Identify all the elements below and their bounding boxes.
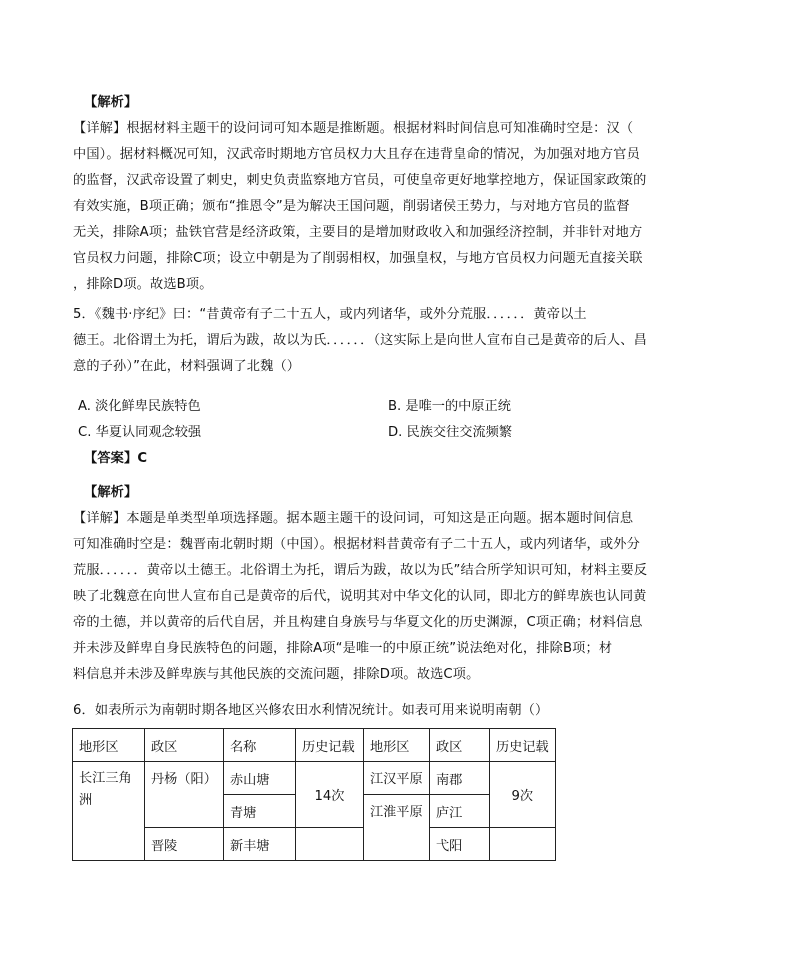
header-cell: 地形区 — [363, 729, 429, 762]
analysis-text-line: 料信息并未涉及鲜卑族与其他民族的交流问题，排除D项。故选C项。 — [73, 667, 480, 682]
analysis-label: 【解析】 — [84, 485, 138, 500]
region-cell: 江汉平原 — [363, 762, 429, 795]
analysis-text-line: 【详解】根据材料主题干的设问词可知本题是推断题。根据材料时间信息可知准确时空是：汉（ — [73, 121, 634, 136]
analysis-text-line: 官员权力问题，排除C项；设立中朝是为了削弱相权，加强皇权，与地方官员权力问题无直接关联 — [73, 251, 643, 266]
analysis-text-line: ，排除D项。故选B项。 — [73, 277, 213, 292]
analysis-text-line: 映了北魏意在向世人宣布自己是黄帝的后代，说明其对中华文化的认同，即北方的鲜卑族也认同黄 — [73, 589, 647, 604]
table-header-row — [73, 729, 556, 762]
empty-cell — [295, 828, 363, 861]
header-cell: 历史记载 — [295, 729, 363, 762]
header-cell: 地形区 — [73, 729, 145, 762]
analysis-text-line: 【详解】本题是单类型单项选择题。据本题主题干的设问词，可知这是正向题。据本题时间信息 — [73, 511, 634, 526]
irrigation-table — [72, 728, 556, 861]
analysis-text-line: 无关，排除A项；盐铁官营是经济政策，主要目的是增加财政收入和加强经济控制，并非针对地方 — [73, 225, 643, 240]
analysis-text-line: 并未涉及鲜卑自身民族特色的问题，排除A项“是唯一的中原正统”说法绝对化，排除B项；材 — [73, 641, 613, 656]
name-cell: 青塘 — [223, 795, 295, 828]
empty-cell — [489, 828, 555, 861]
analysis-text-line: 的监督，汉武帝设置了刺史，刺史负责监察地方官员，可使皇帝更好地掌控地方，保证国家政策的 — [73, 173, 647, 188]
analysis-text-line: 有效实施，B项正确；颁布“推恩令”是为解决王国问题，削弱诸侯王势力，与对地方官员的监督 — [73, 199, 630, 214]
analysis-text-line: 中国）。据材料概况可知，汉武帝时期地方官员权力大且存在违背皇命的情况，为加强对地方官员 — [73, 147, 640, 162]
district-cell: 晋陵 — [145, 828, 224, 861]
record-cell: 14次 — [295, 762, 363, 828]
district-cell: 庐江 — [429, 795, 489, 828]
record-cell: 9次 — [489, 762, 555, 828]
region-cell — [73, 762, 145, 861]
header-cell: 政区 — [145, 729, 224, 762]
answer-label: 【答案】C — [84, 451, 148, 466]
header-cell: 名称 — [223, 729, 295, 762]
district-cell: 弋阳 — [429, 828, 489, 861]
table-row — [73, 762, 556, 795]
header-cell: 历史记载 — [489, 729, 555, 762]
name-cell: 赤山塘 — [223, 762, 295, 795]
question-5-stem: 5．《魏书·序纪》曰：“昔黄帝有子二十五人，或内列诸华，或外分荒服．．．．．．黄帝以土 — [73, 307, 587, 322]
district-cell: 南郡 — [429, 762, 489, 795]
region-line: 洲 — [79, 793, 93, 808]
question-6-stem: 6．如表所示为南朝时期各地区兴修农田水利情况统计。如表可用来说明南朝（） — [73, 703, 549, 718]
option-b: B. 是唯一的中原正统 — [388, 399, 511, 414]
name-cell: 新丰塘 — [223, 828, 295, 861]
header-cell: 政区 — [429, 729, 489, 762]
question-5-stem: 意的子孙）”在此，材料强调了北魏（） — [73, 359, 301, 374]
question-5-stem: 德王。北俗谓土为托，谓后为跋，故以为氏．．．．．．（这实际上是向世人宣布自己是黄帝的后人、昌 — [73, 333, 647, 348]
district-cell: 丹杨（阳） — [145, 762, 224, 828]
region-cell: 江淮平原 — [363, 795, 429, 861]
option-d: D. 民族交往交流频繁 — [388, 425, 513, 440]
analysis-text-line: 荒服．．．．．．黄帝以土德王。北俗谓土为托，谓后为跋，故以为氏”结合所学知识可知，材料主要反 — [73, 563, 648, 578]
option-c: C. 华夏认同观念较强 — [78, 425, 202, 440]
region-line: 长江三角 — [79, 771, 132, 786]
table-row — [73, 828, 556, 861]
analysis-text-line: 可知准确时空是：魏晋南北朝时期（中国）。根据材料昔黄帝有子二十五人，或内列诸华，或外分 — [73, 537, 640, 552]
option-a: A. 淡化鲜卑民族特色 — [78, 399, 201, 414]
analysis-text-line: 帝的土德，并以黄帝的后代自居，并且构建自身族号与华夏文化的历史渊源，C项正确；材料信息 — [73, 615, 643, 630]
analysis-label: 【解析】 — [84, 95, 138, 110]
